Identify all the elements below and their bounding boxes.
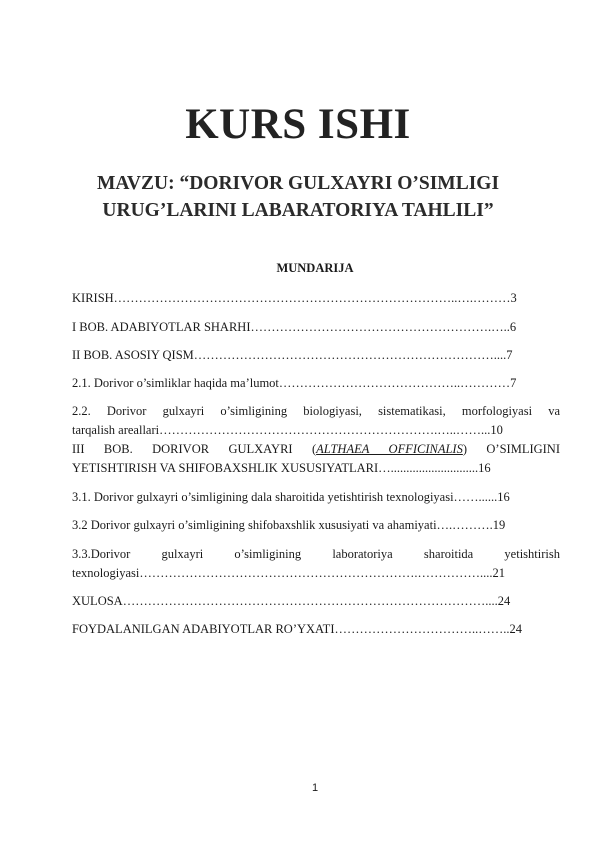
- toc-entry-conclusion: XULOSA……………………………………………………………………………....24: [72, 594, 511, 608]
- document-title: KURS ISHI: [185, 101, 411, 148]
- toc-entry-line-1: 2.2. Dorivor gulxayri o’simligining biologiyasi, sistematikasi, morfologiyasi va: [72, 404, 560, 418]
- toc-entry-section-3-3: [72, 545, 560, 583]
- subtitle-line-1: MAVZU: “DORIVOR GULXAYRI O’SIMLIGI: [96, 173, 500, 194]
- toc-entry-line-1: [72, 440, 560, 459]
- toc-entry-chapter-1: I BOB. ADABIYOTLAR SHARHI………………………………………………….…..6: [72, 320, 517, 334]
- toc-entry-line-2: YETISHTIRISH VA SHIFOBAXSHLIK XUSUSIYATLARI…............................16: [72, 461, 491, 475]
- toc-entry-section-3-1: 3.1. Dorivor gulxayri o’simligining dala sharoitida yetishtirish texnologiyasi……......16: [72, 490, 510, 504]
- toc-entry-line-2: tarqalish areallari………………………………………………………….…..……...10: [72, 423, 503, 437]
- toc-entry-line-1: 3.3.Dorivor gulxayri o’simligining laboratoriya sharoitida yetishtirish: [72, 547, 560, 561]
- toc-entry-line-2: texnologiyasi………………………………………………………….……………....21: [72, 566, 505, 580]
- page-number: 1: [311, 782, 319, 794]
- toc-entry-references: FOYDALANILGAN ADABIYOTLAR RO’YXATI……………………………..……..24: [72, 622, 522, 636]
- chapter-3-title-end: ) O’SIMLIGINI: [462, 442, 561, 456]
- topic-subtitle: [70, 170, 526, 224]
- chapter-3-title-start: III BOB. DORIVOR GULXAYRI (: [72, 442, 317, 456]
- toc-entry-introduction: KIRISH………………………………………………………………………..….………3: [72, 291, 517, 305]
- subtitle-line-2: URUG’LARINI LABARATORIYA TAHLILI”: [102, 200, 494, 221]
- toc-entry-chapter-2: II BOB. ASOSIY QISM………………………………………………………………....7: [72, 348, 513, 362]
- toc-entry-section-2-2: [72, 402, 560, 440]
- toc-entry-section-2-1: 2.1. Dorivor o’simliklar haqida ma’lumot……………………………………..…………7: [72, 376, 517, 390]
- toc-entry-chapter-3: [72, 440, 560, 478]
- toc-heading: MUNDARIJA: [276, 261, 354, 275]
- latin-species-name: ALTHAEA OFFICINALIS: [316, 442, 463, 456]
- toc-entry-section-3-2: 3.2 Dorivor gulxayri o’simligining shifobaxshlik xususiyati va ahamiyati….……….19: [72, 518, 506, 532]
